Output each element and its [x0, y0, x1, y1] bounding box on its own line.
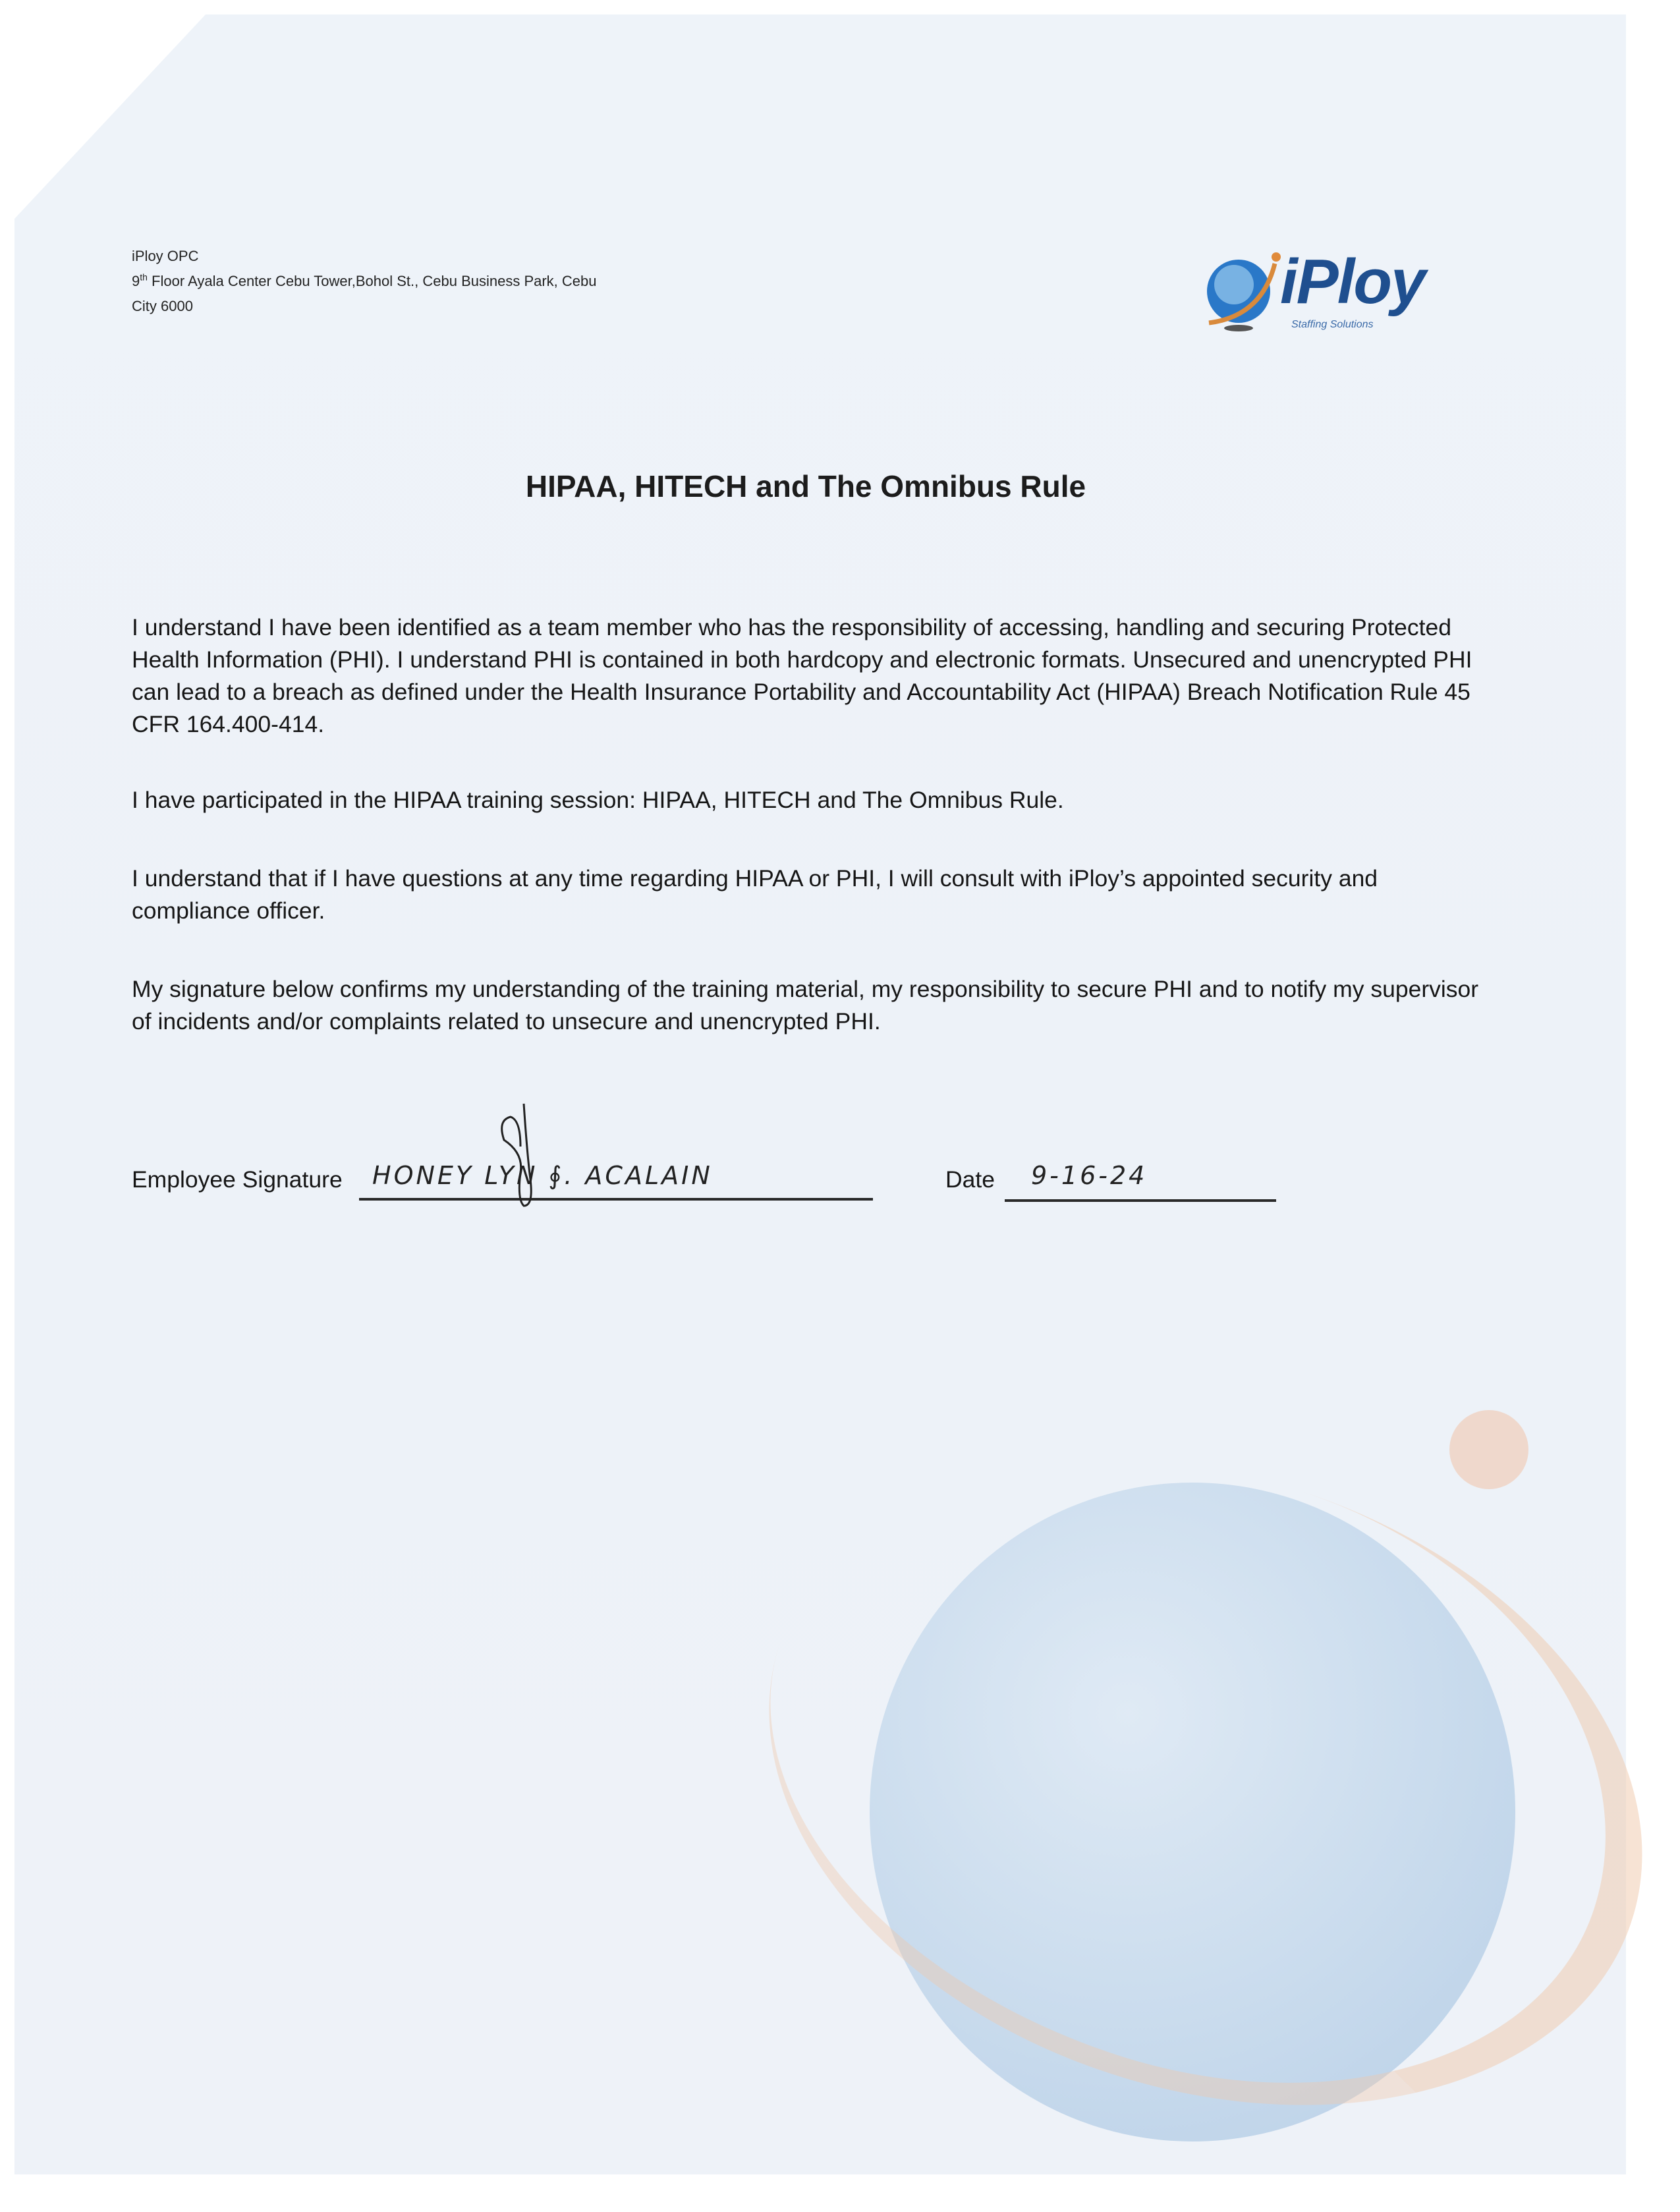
company-name: iPloy OPC: [132, 248, 199, 264]
paragraph-training: I have participated in the HIPAA training session: HIPAA, HITECH and The Omnibus Rule.: [132, 787, 1064, 813]
document-title: HIPAA, HITECH and The Omnibus Rule: [525, 469, 1086, 503]
logo-wordmark: iPloy: [1280, 246, 1425, 317]
iploy-logo: [1202, 246, 1453, 343]
company-address: [132, 244, 597, 319]
address-line-1: [132, 269, 597, 294]
paragraph-confirmation: My signature below confirms my understanding of the training material, my responsibility to secure PHI and to notify my supervisor of incidents and/or complaints related to unsecure and unencrypted PHI.: [132, 976, 1479, 1035]
date-line: [1005, 1199, 1276, 1202]
floor-number: 9: [132, 273, 140, 289]
folded-corner: [14, 14, 206, 219]
date-label: Date: [945, 1166, 995, 1193]
signature-line: [359, 1198, 873, 1201]
logo-tagline: Staffing Solutions: [1291, 319, 1374, 330]
address-rest: Floor Ayala Center Cebu Tower,Bohol St., Cebu Business Park, Cebu: [147, 273, 597, 289]
paragraph-phi-responsibility: I understand I have been identified as a team member who has the responsibility of accessing, handling and securing Protected Health Information (PHI). I understand PHI is contained in both hardcopy and electronic formats. Unsecured and unencrypted PHI can lead to a breach as defined under the Health Insurance Portability and Accountability Act (HIPAA) Breach Notification Rule 45 CFR 164.400-414.: [132, 614, 1472, 737]
floor-suffix: th: [140, 271, 148, 283]
address-line-2: City 6000: [132, 298, 193, 314]
watermark-dot: [1449, 1410, 1528, 1489]
signature-flourish: [497, 1100, 550, 1212]
globe-logo-icon: [1202, 250, 1288, 336]
handwritten-signature: HONEY LYN ∮. ACALAIN: [372, 1161, 713, 1190]
handwritten-date: 9-16-24: [1031, 1161, 1148, 1190]
paragraph-questions: I understand that if I have questions at any time regarding HIPAA or PHI, I will consult with iPloy’s appointed security and compliance officer.: [132, 865, 1378, 924]
document-body: [132, 611, 1489, 1038]
signature-label: Employee Signature: [132, 1166, 343, 1193]
